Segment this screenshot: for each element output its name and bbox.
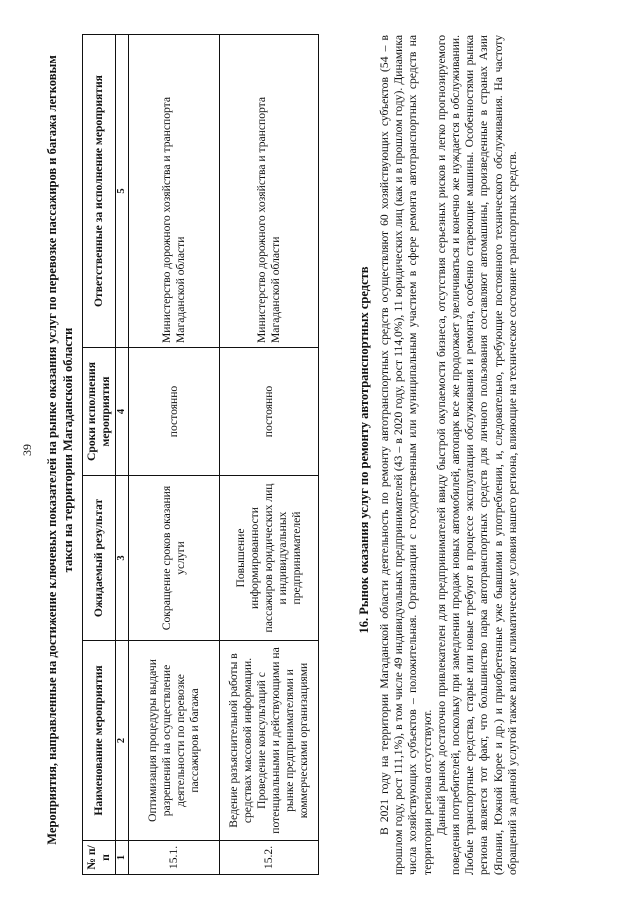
header-measure-name: Наименование мероприятия [83, 641, 116, 841]
body-paragraph: В 2021 году на территории Магаданской области деятельность по ремонту автотранспортных средств осуществляют 60 хозяйствующих субъектов (54 – в прошлом году, рост 111,1%), в том числе 49 индивидуальных предпринимателей (43 – в 2020 году, рост 114,0%), 11 юридических лиц (как и в прошлом году). Динамика числа хозяйствующих субъектов – положительная. Организации с государственным или муниципальным участием в сфере ремонта автотранспортных средств на территории региона отсутствуют. [378, 35, 434, 875]
header-deadline: Сроки исполнения мероприятия [83, 348, 116, 476]
table-row [129, 35, 220, 875]
responsible: Министерство дорожного хозяйства и транспорта Магаданской области [129, 35, 220, 348]
header-expected-result: Ожидаемый результат [83, 476, 116, 641]
measures-title: Мероприятия, направленные на достижение ключевых показателей на рынке оказания услуг по перевозке пассажиров и багажа легковым такси на территории Магаданской области [45, 55, 75, 845]
column-number: 4 [116, 348, 129, 476]
table-row [220, 35, 319, 875]
table-header-row [83, 35, 116, 875]
header-number: № п/п [83, 841, 116, 875]
page-number: 39 [20, 444, 34, 456]
header-responsible: Ответственные за исполнение мероприятия [83, 35, 116, 348]
column-number-row [116, 35, 129, 875]
measure-name: Ведение разъяснительной работы в средствах массовой информации. Проведение консультаций с потенциальными и действующими на рынке предпринимателями и коммерческими организациями [220, 641, 319, 841]
column-number: 3 [116, 476, 129, 641]
column-number: 2 [116, 641, 129, 841]
section-heading: 16. Рынок оказания услуг по ремонту автотранспортных средств [357, 266, 371, 634]
expected-result: Повышение информированности пассажиров юридических лиц и индивидуальных предпринимателей [220, 476, 319, 641]
row-number: 15.2. [220, 841, 319, 875]
measures-table [82, 34, 319, 875]
column-number: 5 [116, 35, 129, 348]
responsible: Министерство дорожного хозяйства и транспорта Магаданской области [220, 35, 319, 348]
expected-result: Сокращение сроков оказания услуги [129, 476, 220, 641]
deadline: постоянно [220, 348, 319, 476]
section-body [378, 35, 520, 875]
deadline: постоянно [129, 348, 220, 476]
body-paragraph: Данный рынок достаточно привлекателен для предпринимателей ввиду быстрой окупаемости бизнеса, отсутствия серьезных рисков и легко прогнозируемого поведения потребителей, поскольку при замедлении продаж новых автомобилей, автопарк все же продолжает увеличиваться и конечно же нуждается в обслуживании. Любые транспортные средства, старые или новые требуют в процессе эксплуатации обслуживания и ремонта, особенно стареющие машины. Особенностями рынка региона является тот факт, что большинство парка автотранспортных средств для личного пользования составляют автомашины, произведенные в странах Азии (Японии, Южной Корее и др.) и приобретенные уже бывшими в употреблении, и, следовательно, требующие постоянного технического обслуживания. На частоту обращений за данной услугой также влияют климатические условия нашего региона, влияющие на техническое состояние транспортных средств. [434, 35, 519, 875]
row-number: 15.1. [129, 841, 220, 875]
measure-name: Оптимизация процедуры выдачи разрешений на осуществление деятельности по перевозке пассажиров и багажа [129, 641, 220, 841]
column-number: 1 [116, 841, 129, 875]
